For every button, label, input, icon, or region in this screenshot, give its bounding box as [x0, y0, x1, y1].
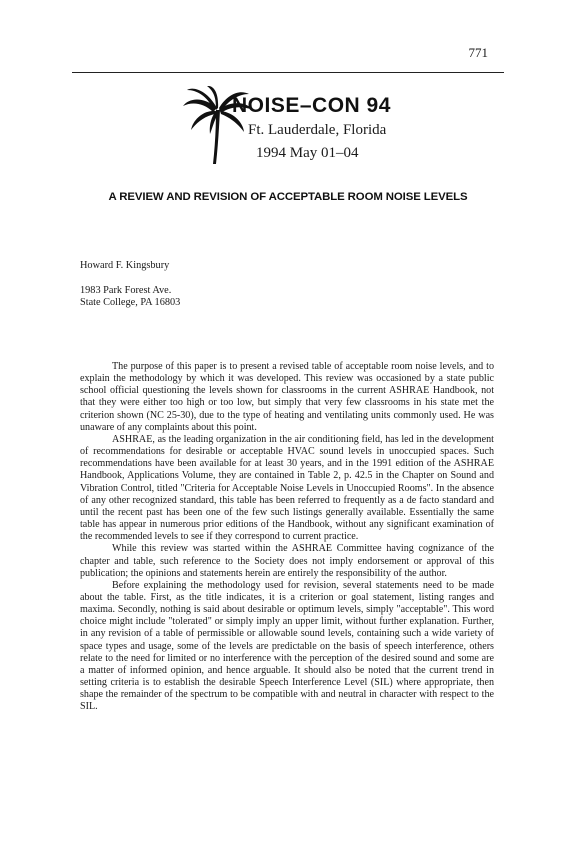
conference-location: Ft. Lauderdale, Florida	[248, 122, 387, 138]
page-number: 771	[468, 45, 488, 60]
body-paragraph: The purpose of this paper is to present a revised table of acceptable room noise levels, and to explain the methodology by which it was developed. This review was occasioned by a state public school official questioning the levels shown for classrooms in the current ASHRAE Handbook, not that they were either too high or too low, but simply that very few classrooms in his state met the criterion shown (NC 25-30), due to the type of heating and ventilating units commonly used. He was unaware of any complaints about this point.	[80, 361, 494, 433]
address-line: State College, PA 16803	[80, 297, 181, 309]
body-paragraph: While this review was started within the ASHRAE Committee having cognizance of the chapter and table, such reference to the Society does not imply endorsement or approval of this publication; the opinions and statements herein are entirely the responsibility of the author.	[80, 543, 494, 579]
body-text	[80, 361, 494, 714]
address-line: 1983 Park Forest Ave.	[80, 285, 172, 296]
conference-name: NOISE–CON 94	[232, 94, 391, 117]
conference-date: 1994 May 01–04	[256, 145, 359, 161]
author-address	[80, 285, 180, 309]
body-paragraph: ASHRAE, as the leading organization in the air conditioning field, has led in the development of recommendations for desirable or acceptable HVAC sound levels in unoccupied spaces. Such recommendations have been available for at least 30 years, and in the 1991 edition of the ASHRAE Handbook, Applications Volume, they are contained in Table 2, p. 42.5 in the Chapter on Sound and Vibration Control, titled "Criteria for Acceptable Noise Levels in Unoccupied Rooms". In the absence of any other recognized standard, this table has been referred to frequently as a de facto standard and until the recent past has been one of the few such listings generally available. Essentially the same table has appear in numerous prior editions of the Handbook, without any significant examination of the recommended levels to see if they correspond to current practice.	[80, 433, 494, 543]
body-paragraph: Before explaining the methodology used for revision, several statements need to be made about the table. First, as the title indicates, it is a criterion or goal statement, listing ranges and maxima. Secondly, nothing is said about desirable or optimum levels, simply "acceptable". This word choice might include "tolerated" or simply imply an upper limit, without further explanation. Further, in any revision of a table of permissible or allowable sound levels, containing such a wide variety of space types and usage, some of the levels are predictable on the basis of speech interference, others relate to the need for limited or no interference with the perception of the desired sound and some are a matter of informed opinion, and hence arguable. It should also be noted that the current trend in setting criteria is to establish the desirable Speech Interference Level (SIL) where appropriate, then shape the remainder of the spectrum to be compatible with and neutral in character with respect to the SIL.	[80, 579, 494, 713]
header-rule	[72, 72, 504, 73]
conference-banner	[0, 78, 576, 188]
paper-title: A REVIEW AND REVISION OF ACCEPTABLE ROOM NOISE LEVELS	[108, 191, 468, 203]
author-name: Howard F. Kingsbury	[80, 260, 170, 271]
